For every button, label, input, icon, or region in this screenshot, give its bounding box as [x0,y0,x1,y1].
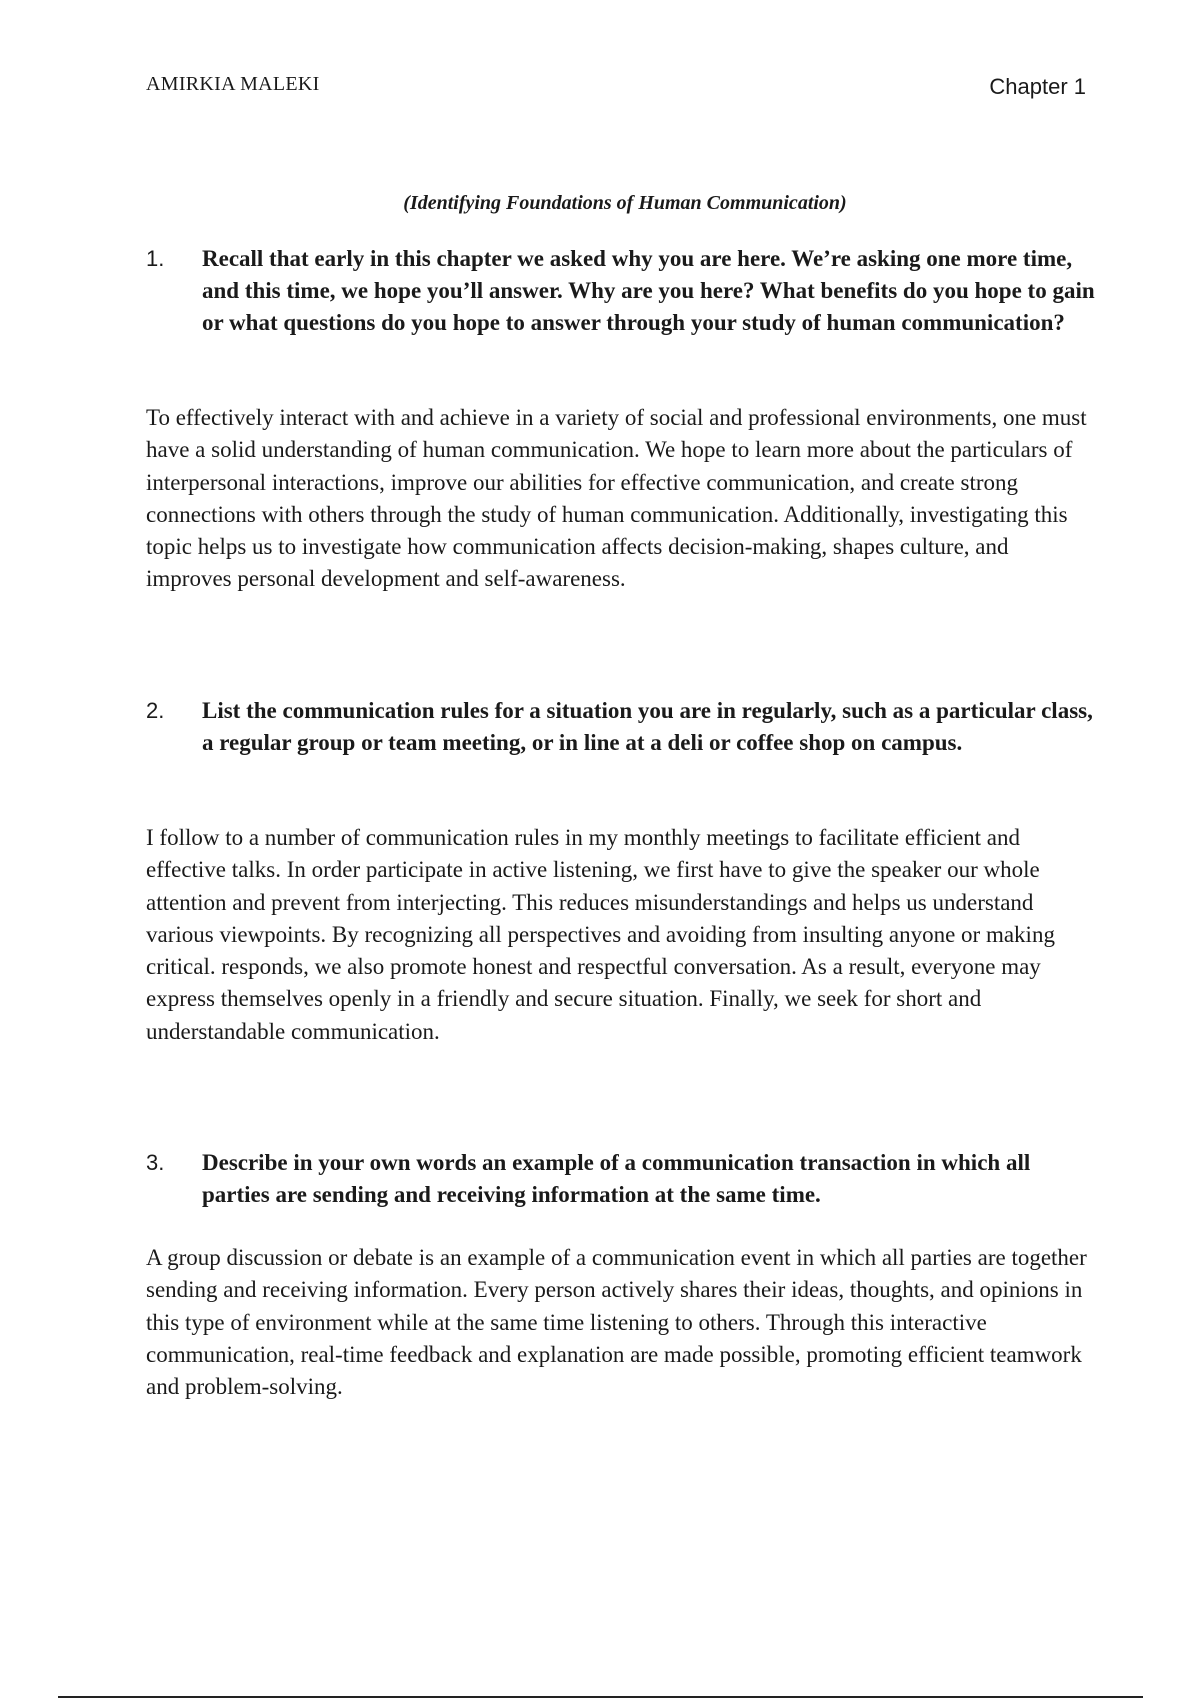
header-chapter: Chapter 1 [989,74,1086,99]
section-title: (Identifying Foundations of Human Communication) [403,192,847,214]
question-number: 1. [146,246,165,271]
answer-1: To effectively interact with and achieve in a variety of social and professional environments, one must have a solid understanding of human communication. We hope to learn more about the particulars of interpersonal interactions, improve our abilities for effective communication, and create strong connections with others through the study of human communication. Additionally, investigating this topic helps us to investigate how communication affects decision-making, shapes culture, and improves personal development and self-awareness. [146,405,1087,592]
answer-3: A group discussion or debate is an example of a communication event in which all parties are together sending and receiving information. Every person actively shares their ideas, thoughts, and opinions in this type of environment while at the same time listening to others. Through this interactive communication, real-time feedback and explanation are made possible, promoting efficient teamwork and problem-solving. [146,1245,1087,1400]
question-2 [146,695,1096,759]
answer-2: I follow to a number of communication rules in my monthly meetings to facilitate efficient and effective talks. In order participate in active listening, we first have to give the speaker our whole attention and prevent from interjecting. This reduces misunderstandings and helps us understand various viewpoints. By recognizing all perspectives and avoiding from insulting anyone or making critical. responds, we also promote honest and respectful conversation. As a result, everyone may express themselves openly in a friendly and secure situation. Finally, we seek for short and understandable communication. [146,825,1055,1044]
question-number: 3. [146,1150,165,1175]
question-number: 2. [146,698,165,723]
bottom-rule [58,1696,1143,1698]
header-author: AMIRKIA MALEKI [146,73,320,95]
question-3 [146,1147,1096,1211]
question-text: Recall that early in this chapter we asked why you are here. We’re asking one more time, and this time, we hope you’ll answer. Why are you here? What benefits do you hope to gain or what questions do you hope to answer through your study of human communication? [202,246,1095,335]
question-text: List the communication rules for a situation you are in regularly, such as a particular class, a regular group or team meeting, or in line at a deli or coffee shop on campus. [202,698,1093,755]
question-1 [146,243,1096,339]
question-text: Describe in your own words an example of a communication transaction in which all parties are sending and receiving information at the same time. [202,1150,1031,1207]
